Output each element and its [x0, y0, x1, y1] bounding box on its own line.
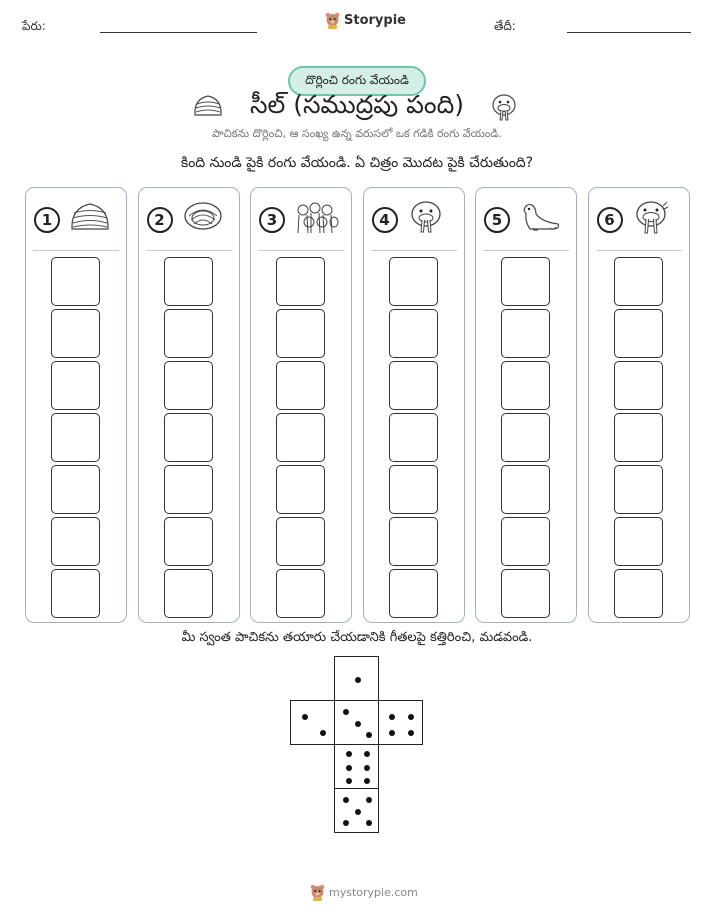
column-number: 3 [259, 207, 285, 233]
color-box[interactable] [51, 257, 100, 306]
die-pip [355, 721, 361, 727]
color-box[interactable] [51, 361, 100, 410]
activity-badge: దొర్లించి రంగు వేయండి [288, 66, 426, 96]
color-box[interactable] [389, 517, 438, 566]
column-divider [33, 250, 119, 251]
color-box[interactable] [276, 361, 325, 410]
column-1 [25, 187, 127, 623]
color-box[interactable] [51, 309, 100, 358]
die-pip [366, 732, 372, 738]
die-pip [355, 677, 361, 683]
column-divider [483, 250, 569, 251]
die-pip [408, 730, 414, 736]
color-box[interactable] [164, 413, 213, 462]
die-pip [320, 730, 326, 736]
color-box[interactable] [501, 517, 550, 566]
color-box[interactable] [51, 569, 100, 618]
color-box[interactable] [164, 309, 213, 358]
date-label: తేదీ: [494, 19, 516, 33]
color-box[interactable] [51, 465, 100, 514]
color-box[interactable] [164, 257, 213, 306]
die-pip [389, 730, 395, 736]
die-pip [366, 820, 372, 826]
color-box[interactable] [614, 309, 663, 358]
seal-group-icon [295, 200, 339, 240]
die-face-3 [334, 700, 379, 745]
rock-icon [70, 200, 110, 236]
column-header [476, 188, 576, 252]
column-divider [258, 250, 344, 251]
color-box[interactable] [276, 257, 325, 306]
die-pip [346, 765, 352, 771]
color-box[interactable] [501, 309, 550, 358]
page-title: సీల్ (సముద్రపు పంది) [249, 90, 465, 119]
column-2 [138, 187, 240, 623]
color-box[interactable] [276, 517, 325, 566]
column-5 [475, 187, 577, 623]
walrus-face-icon [408, 200, 444, 238]
die-pip [355, 809, 361, 815]
color-box[interactable] [614, 569, 663, 618]
column-4 [363, 187, 465, 623]
color-box[interactable] [614, 413, 663, 462]
brand [325, 12, 406, 29]
color-box[interactable] [389, 465, 438, 514]
subtitle: పాచికను దొర్లించి, ఆ సంఖ్య ఉన్న వరుసలో ఒక గడికి రంగు వేయండి. [212, 127, 502, 140]
color-box[interactable] [614, 361, 663, 410]
walrus-icon [633, 200, 669, 238]
column-number: 6 [597, 207, 623, 233]
instruction: కింది నుండి పైకి రంగు వేయండి. ఏ చిత్రం మొదట పైకి చేరుతుంది? [180, 155, 534, 171]
column-header [589, 188, 689, 252]
color-box[interactable] [501, 361, 550, 410]
column-6 [588, 187, 690, 623]
die-pip [389, 714, 395, 720]
date-line [567, 32, 691, 33]
die-pip [346, 751, 352, 757]
shell-icon [183, 200, 223, 236]
die-instruction: మీ స్వంత పాచికను తయారు చేయడానికి గీతలపై కత్తిరించి, మడవండి. [181, 630, 533, 645]
color-box[interactable] [276, 569, 325, 618]
color-box[interactable] [389, 569, 438, 618]
die-pip [343, 797, 349, 803]
color-box[interactable] [276, 465, 325, 514]
die-pip [364, 751, 370, 757]
color-box[interactable] [164, 361, 213, 410]
die-pip [366, 797, 372, 803]
color-box[interactable] [389, 309, 438, 358]
die-pip [343, 709, 349, 715]
column-divider [146, 250, 232, 251]
brand-name: Storypie [344, 13, 406, 28]
color-box[interactable] [501, 465, 550, 514]
die-pip [364, 778, 370, 784]
color-box[interactable] [276, 413, 325, 462]
color-box[interactable] [276, 309, 325, 358]
die-pip [343, 820, 349, 826]
column-number: 2 [147, 207, 173, 233]
die-pip [408, 714, 414, 720]
color-box[interactable] [501, 413, 550, 462]
color-box[interactable] [614, 517, 663, 566]
footer-url: mystorypie.com [329, 886, 418, 899]
column-number: 4 [372, 207, 398, 233]
color-box[interactable] [164, 465, 213, 514]
color-box[interactable] [164, 569, 213, 618]
column-number: 5 [484, 207, 510, 233]
color-box[interactable] [51, 517, 100, 566]
color-box[interactable] [614, 257, 663, 306]
color-box[interactable] [51, 413, 100, 462]
column-3 [250, 187, 352, 623]
color-box[interactable] [389, 413, 438, 462]
die-face-2 [290, 700, 335, 745]
die-face-1 [334, 656, 379, 701]
name-line [100, 32, 257, 33]
color-box[interactable] [501, 257, 550, 306]
die-pip [346, 778, 352, 784]
footer [310, 884, 418, 901]
column-header [26, 188, 126, 252]
seal-icon [520, 200, 562, 236]
die-pip [364, 765, 370, 771]
die-pip [302, 714, 308, 720]
column-header [364, 188, 464, 252]
color-box[interactable] [164, 517, 213, 566]
die-face-6 [334, 744, 379, 789]
name-label: పేరు: [22, 19, 46, 33]
color-box[interactable] [389, 257, 438, 306]
column-number: 1 [34, 207, 60, 233]
die-face-4 [378, 700, 423, 745]
die-face-5 [334, 788, 379, 833]
color-box[interactable] [389, 361, 438, 410]
walrus-icon [490, 92, 518, 126]
storypie-logo-icon [325, 12, 340, 29]
column-header [139, 188, 239, 252]
color-box[interactable] [614, 465, 663, 514]
column-header [251, 188, 351, 252]
storypie-logo-icon [310, 884, 325, 901]
column-divider [371, 250, 457, 251]
color-box[interactable] [501, 569, 550, 618]
column-divider [596, 250, 682, 251]
